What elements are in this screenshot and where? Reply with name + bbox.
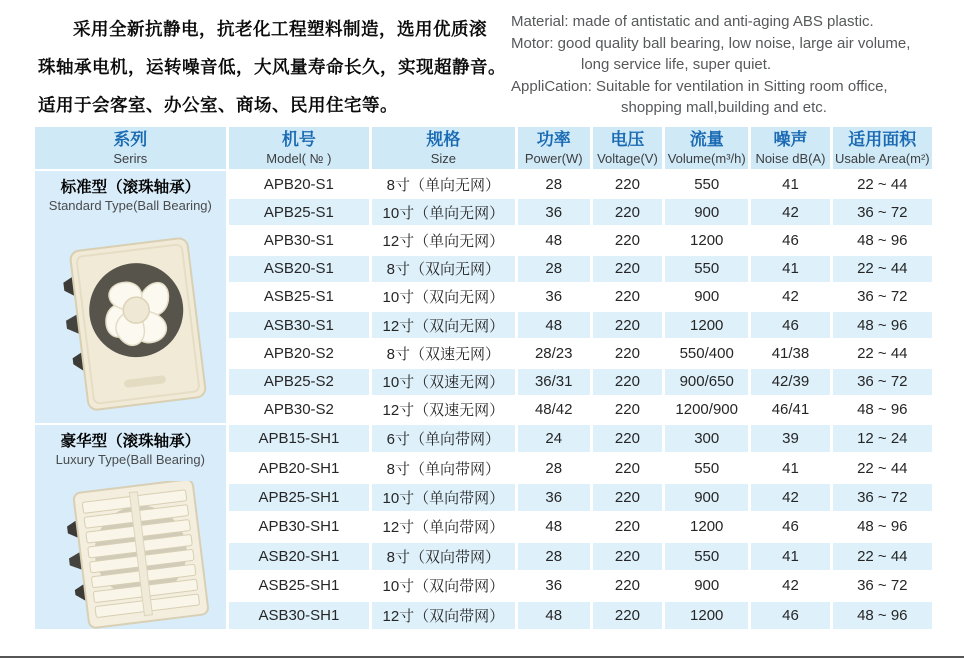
power-cell: 48 [518,602,590,629]
power-cell: 48 [518,312,590,338]
size-cell: 12寸（双向无网） [372,312,514,338]
noise-cell: 42 [751,199,829,225]
noise-cell: 41 [751,543,829,570]
area-cell: 36 ~ 72 [833,199,932,225]
series-cell [35,425,226,629]
power-cell: 36 [518,572,590,599]
model-cell: ASB30-SH1 [229,602,369,629]
area-cell: 36 ~ 72 [833,572,932,599]
volume-cell: 550 [665,543,748,570]
intro-en-line: long service life, super quiet. [581,56,772,73]
header-power-zh: 功率 [536,130,571,149]
model-cell: APB30-SH1 [229,513,369,540]
area-cell: 22 ~ 44 [833,454,932,481]
volume-cell: 550/400 [665,340,748,366]
series-title-en: Luxury Type(Ball Bearing) [55,452,205,467]
header-model-zh: 机号 [281,130,316,149]
noise-cell: 41/38 [751,340,829,366]
model-cell: ASB30-S1 [229,312,369,338]
header-area [833,127,932,169]
voltage-cell: 220 [593,369,662,395]
series-title-zh: 标准型（滚珠轴承） [60,179,201,196]
voltage-cell: 220 [593,454,662,481]
model-cell: APB25-S1 [229,199,369,225]
header-series-zh: 系列 [113,130,148,149]
noise-cell: 46 [751,513,829,540]
noise-cell: 46 [751,312,829,338]
area-cell: 22 ~ 44 [833,256,932,282]
noise-cell: 42/39 [751,369,829,395]
area-cell: 48 ~ 96 [833,513,932,540]
volume-cell: 900 [665,284,748,310]
size-cell: 12寸（单向带网） [372,513,514,540]
size-cell: 6寸（单向带网） [372,425,514,452]
noise-cell: 46/41 [751,397,829,423]
header-model-en: Model( № ) [266,151,332,166]
noise-cell: 39 [751,425,829,452]
model-cell: APB20-SH1 [229,454,369,481]
noise-cell: 46 [751,602,829,629]
header-power-en: Power(W) [524,151,583,166]
header-series-en: Serirs [113,151,148,166]
model-cell: APB20-S1 [229,171,369,197]
area-cell: 48 ~ 96 [833,602,932,629]
size-cell: 10寸（双速无网） [372,369,514,395]
voltage-cell: 220 [593,572,662,599]
model-cell: ASB20-S1 [229,256,369,282]
intro-en-line: Material: made of antistatic and anti-aging ABS plastic. [511,13,874,30]
noise-cell: 42 [751,484,829,511]
standard-fan-image [37,227,224,423]
intro-zh-line: 珠轴承电机，运转噪音低，大风量寿命长久，实现超静音。 [38,57,506,77]
volume-cell: 1200 [665,513,748,540]
header-voltage-zh: 电压 [610,130,645,149]
size-cell: 8寸（双向无网） [372,256,514,282]
power-cell: 28 [518,256,590,282]
power-cell: 48/42 [518,397,590,423]
intro-en-line: AppliCation: Suitable for ventilation in Sitting room office, [511,77,888,95]
size-cell: 10寸（双向带网） [372,572,514,599]
intro-paragraph-en [511,11,963,119]
model-cell: ASB25-S1 [229,284,369,310]
size-cell: 12寸（双速无网） [372,397,514,423]
power-cell: 48 [518,513,590,540]
luxury-fan-image [37,481,224,629]
volume-cell: 900 [665,484,748,511]
model-cell: APB20-S2 [229,340,369,366]
volume-cell: 1200/900 [665,397,748,423]
area-cell: 48 ~ 96 [833,397,932,423]
size-cell: 8寸（双向带网） [372,543,514,570]
area-cell: 36 ~ 72 [833,369,932,395]
power-cell: 36/31 [518,369,590,395]
noise-cell: 41 [751,454,829,481]
model-cell: APB25-S2 [229,369,369,395]
volume-cell: 550 [665,454,748,481]
power-cell: 48 [518,227,590,253]
intro-zh-line: 适用于会客室、办公室、商场、民用住宅等。 [38,95,398,115]
header-power [518,127,590,169]
volume-cell: 550 [665,256,748,282]
intro-paragraph-zh [38,10,512,124]
model-cell: APB25-SH1 [229,484,369,511]
intro-en-line: Motor: good quality ball bearing, low noise, large air volume, [511,34,911,52]
header-noise [751,127,829,169]
voltage-cell: 220 [593,256,662,282]
model-cell: ASB20-SH1 [229,543,369,570]
noise-cell: 46 [751,227,829,253]
model-cell: APB30-S2 [229,397,369,423]
header-volume [665,127,748,169]
volume-cell: 1200 [665,227,748,253]
model-cell: APB30-S1 [229,227,369,253]
area-cell: 22 ~ 44 [833,543,932,570]
size-cell: 8寸（双速无网） [372,340,514,366]
intro-zh-line: 采用全新抗静电，抗老化工程塑料制造，选用优质滚 [73,19,487,39]
voltage-cell: 220 [593,602,662,629]
voltage-cell: 220 [593,340,662,366]
series-title-zh: 豪华型（滚珠轴承） [60,433,201,450]
voltage-cell: 220 [593,397,662,423]
area-cell: 22 ~ 44 [833,171,932,197]
noise-cell: 42 [751,284,829,310]
area-cell: 36 ~ 72 [833,284,932,310]
volume-cell: 1200 [665,602,748,629]
area-cell: 22 ~ 44 [833,340,932,366]
size-cell: 10寸（单向带网） [372,484,514,511]
table-row [35,171,932,197]
noise-cell: 41 [751,171,829,197]
size-cell: 12寸（单向无网） [372,227,514,253]
power-cell: 28 [518,454,590,481]
power-cell: 28 [518,171,590,197]
voltage-cell: 220 [593,484,662,511]
size-cell: 10寸（双向无网） [372,284,514,310]
voltage-cell: 220 [593,171,662,197]
header-voltage [593,127,662,169]
header-voltage-en: Voltage(V) [597,151,658,166]
spec-table-wrap [32,125,938,631]
header-noise-zh: 噪声 [773,130,808,149]
volume-cell: 900 [665,199,748,225]
intro-en-line: shopping mall,building and etc. [621,99,827,116]
volume-cell: 1200 [665,312,748,338]
power-cell: 24 [518,425,590,452]
area-cell: 36 ~ 72 [833,484,932,511]
model-cell: APB15-SH1 [229,425,369,452]
power-cell: 28/23 [518,340,590,366]
header-row [35,127,932,169]
area-cell: 12 ~ 24 [833,425,932,452]
voltage-cell: 220 [593,513,662,540]
volume-cell: 900/650 [665,369,748,395]
voltage-cell: 220 [593,284,662,310]
power-cell: 28 [518,543,590,570]
voltage-cell: 220 [593,199,662,225]
header-size [372,127,514,169]
table-row [35,425,932,452]
voltage-cell: 220 [593,227,662,253]
series-cell [35,171,226,423]
area-cell: 48 ~ 96 [833,312,932,338]
volume-cell: 550 [665,171,748,197]
header-volume-zh: 流量 [689,130,724,149]
area-cell: 48 ~ 96 [833,227,932,253]
header-area-zh: 适用面积 [848,130,917,149]
voltage-cell: 220 [593,425,662,452]
header-volume-en: Volume(m³/h) [667,151,746,166]
header-series [35,127,226,169]
power-cell: 36 [518,199,590,225]
header-noise-en: Noise dB(A) [755,151,826,166]
volume-cell: 300 [665,425,748,452]
voltage-cell: 220 [593,312,662,338]
size-cell: 8寸（单向无网） [372,171,514,197]
header-size-en: Size [430,151,456,166]
header-model [229,127,369,169]
noise-cell: 42 [751,572,829,599]
volume-cell: 900 [665,572,748,599]
size-cell: 10寸（单向无网） [372,199,514,225]
size-cell: 12寸（双向带网） [372,602,514,629]
header-area-en: Usable Area(m²) [834,151,930,166]
power-cell: 36 [518,484,590,511]
voltage-cell: 220 [593,543,662,570]
spec-table-body [35,171,932,629]
series-title-en: Standard Type(Ball Bearing) [48,198,212,213]
spec-table [32,125,935,631]
size-cell: 8寸（单向带网） [372,454,514,481]
noise-cell: 41 [751,256,829,282]
header-size-zh: 规格 [426,130,461,149]
model-cell: ASB25-SH1 [229,572,369,599]
power-cell: 36 [518,284,590,310]
